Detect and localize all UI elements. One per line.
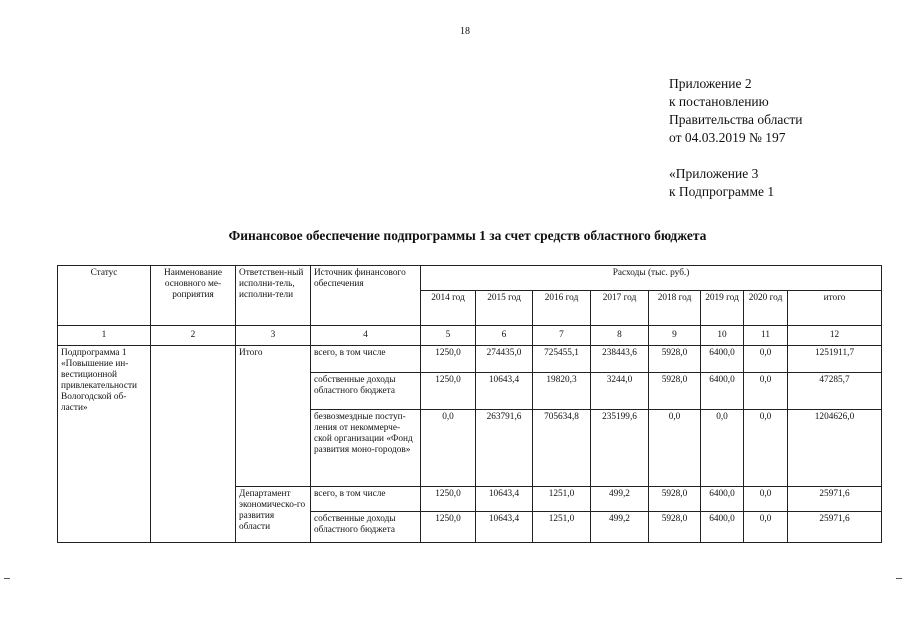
header-responsible: Ответствен-ный исполни-тель, исполни-тели: [236, 266, 311, 326]
value-cell: 0,0: [744, 410, 788, 487]
source-cell: всего, в том числе: [311, 487, 421, 512]
value-cell: 499,2: [591, 487, 649, 512]
status-cell: Подпрограмма 1 «Повышение ин-вестиционной привлекательности Вологодской об-ласти»: [58, 346, 151, 543]
value-cell: 19820,3: [533, 373, 591, 410]
value-cell: 5928,0: [649, 373, 701, 410]
index-cell: 10: [701, 326, 744, 346]
value-cell: 238443,6: [591, 346, 649, 373]
value-cell: 1250,0: [421, 373, 476, 410]
value-cell: 0,0: [744, 373, 788, 410]
header-total: итого: [788, 291, 882, 326]
value-cell: 5928,0: [649, 346, 701, 373]
total-cell: 1204626,0: [788, 410, 882, 487]
index-cell: 7: [533, 326, 591, 346]
header-year: 2015 год: [476, 291, 533, 326]
value-cell: 705634,8: [533, 410, 591, 487]
source-cell: безвозмездные поступ-ления от некоммерче-ской организации «Фонд развития моно-городов»: [311, 410, 421, 487]
source-cell: собственные доходы областного бюджета: [311, 373, 421, 410]
value-cell: 6400,0: [701, 487, 744, 512]
header-source: Источник финансового обеспечения: [311, 266, 421, 326]
value-cell: 1251,0: [533, 487, 591, 512]
value-cell: 1250,0: [421, 346, 476, 373]
value-cell: 0,0: [701, 410, 744, 487]
index-cell: 6: [476, 326, 533, 346]
value-cell: 1250,0: [421, 487, 476, 512]
header-year: 2019 год: [701, 291, 744, 326]
total-cell: 47285,7: [788, 373, 882, 410]
index-cell: 4: [311, 326, 421, 346]
header-year: 2014 год: [421, 291, 476, 326]
appendix-line: от 04.03.2019 № 197: [669, 130, 786, 145]
appendix-line: «Приложение 3: [669, 166, 759, 181]
index-row: [58, 326, 882, 346]
value-cell: 0,0: [744, 346, 788, 373]
index-cell: 12: [788, 326, 882, 346]
value-cell: 6400,0: [701, 346, 744, 373]
header-name: Наименование основного ме-роприятия: [151, 266, 236, 326]
financing-table: [57, 265, 882, 543]
document-title: Финансовое обеспечение подпрограммы 1 за счет средств областного бюджета: [228, 228, 707, 243]
value-cell: 499,2: [591, 512, 649, 543]
source-cell: собственные доходы областного бюджета: [311, 512, 421, 543]
value-cell: 235199,6: [591, 410, 649, 487]
value-cell: 1250,0: [421, 512, 476, 543]
header-year: 2018 год: [649, 291, 701, 326]
header-year: 2017 год: [591, 291, 649, 326]
header-expenses: Расходы (тыс. руб.): [421, 266, 882, 291]
header-year: 2016 год: [533, 291, 591, 326]
responsible-cell: Итого: [236, 346, 311, 487]
index-cell: 3: [236, 326, 311, 346]
value-cell: 0,0: [421, 410, 476, 487]
value-cell: 10643,4: [476, 487, 533, 512]
appendix-line: Приложение 2: [669, 76, 752, 91]
value-cell: 0,0: [744, 487, 788, 512]
index-cell: 8: [591, 326, 649, 346]
index-cell: 1: [58, 326, 151, 346]
value-cell: 0,0: [744, 512, 788, 543]
value-cell: 5928,0: [649, 487, 701, 512]
index-cell: 9: [649, 326, 701, 346]
index-cell: 2: [151, 326, 236, 346]
source-cell: всего, в том числе: [311, 346, 421, 373]
scan-mark: [896, 578, 902, 579]
page-number: 18: [460, 26, 470, 37]
responsible-cell: Департамент экономическо-го развития области: [236, 487, 311, 543]
value-cell: 10643,4: [476, 512, 533, 543]
value-cell: 263791,6: [476, 410, 533, 487]
value-cell: 0,0: [649, 410, 701, 487]
appendix-line: к постановлению: [669, 94, 769, 109]
value-cell: 274435,0: [476, 346, 533, 373]
index-cell: 5: [421, 326, 476, 346]
total-cell: 25971,6: [788, 487, 882, 512]
appendix-line: Правительства области: [669, 112, 803, 127]
value-cell: 5928,0: [649, 512, 701, 543]
value-cell: 725455,1: [533, 346, 591, 373]
value-cell: 1251,0: [533, 512, 591, 543]
table-row: [58, 346, 882, 373]
scan-mark: [4, 578, 10, 579]
value-cell: 3244,0: [591, 373, 649, 410]
value-cell: 6400,0: [701, 373, 744, 410]
total-cell: 25971,6: [788, 512, 882, 543]
total-cell: 1251911,7: [788, 346, 882, 373]
appendix-line: к Подпрограмме 1: [669, 184, 775, 199]
value-cell: 10643,4: [476, 373, 533, 410]
name-cell: [151, 346, 236, 543]
index-cell: 11: [744, 326, 788, 346]
value-cell: 6400,0: [701, 512, 744, 543]
header-status: Статус: [58, 266, 151, 326]
header-year: 2020 год: [744, 291, 788, 326]
appendix-block: [669, 75, 802, 201]
